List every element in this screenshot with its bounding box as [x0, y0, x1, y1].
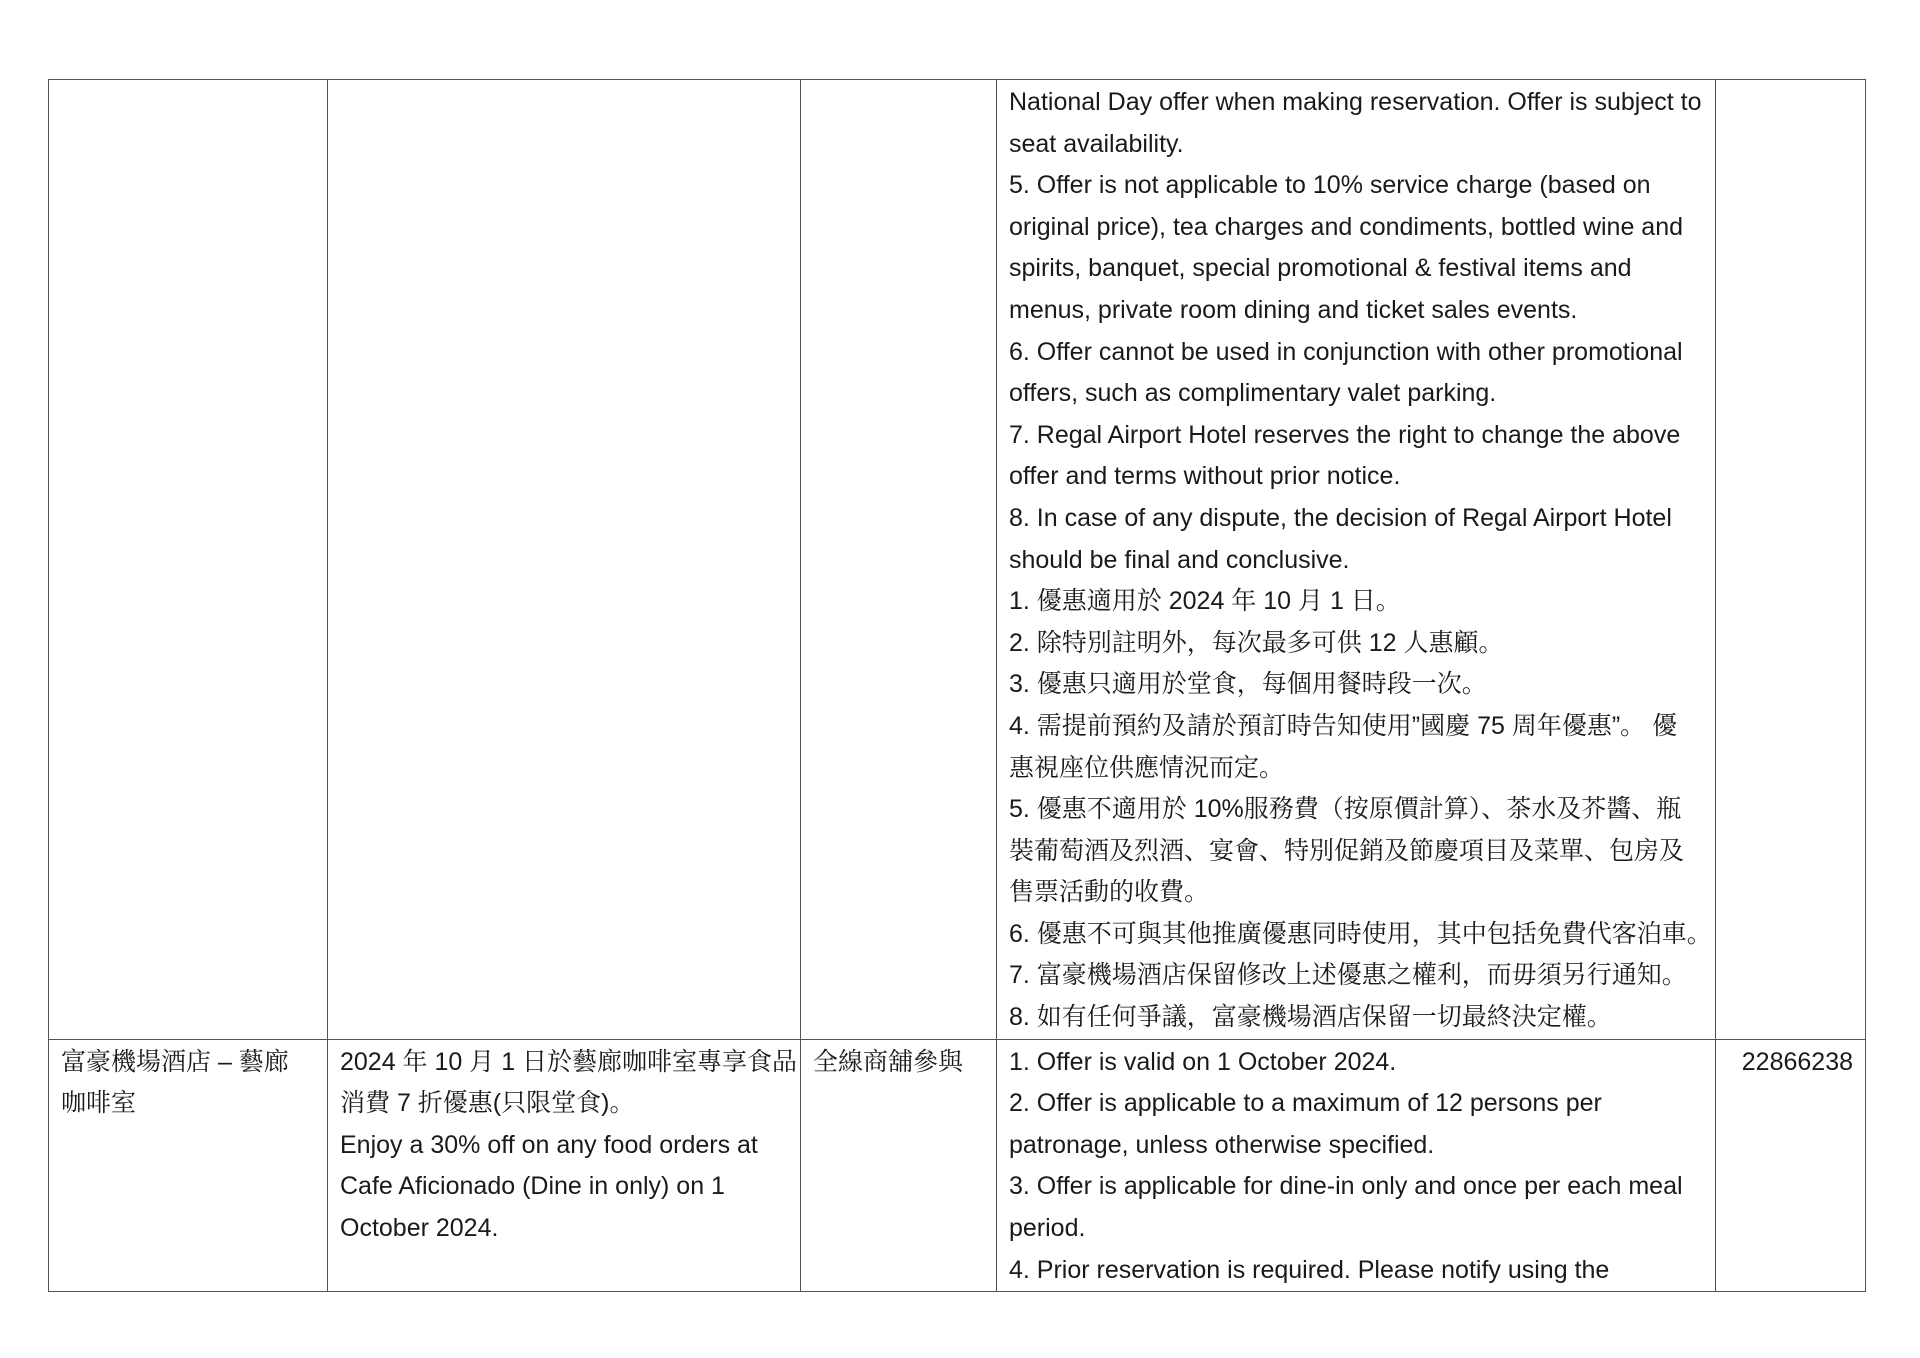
terms-line: period. [1009, 1214, 1086, 1243]
offers-table [48, 79, 1866, 1292]
terms-line: 3. 優惠只適用於堂食，每個用餐時段一次。 [1009, 670, 1487, 699]
terms-line: National Day offer when making reservation. Offer is subject to [1009, 88, 1702, 116]
offer-line: Enjoy a 30% off on any food orders at [340, 1130, 758, 1159]
merchant-cell [49, 80, 328, 1040]
table-row [49, 1039, 1866, 1292]
terms-line: 4. 需提前預約及請於預訂時告知使用”國慶 75 周年優惠”。 優 [1009, 711, 1678, 740]
outlets-text: 全線商舖參與 [813, 1047, 964, 1076]
terms-line: 1. 優惠適用於 2024 年 10 月 1 日。 [1009, 587, 1401, 616]
offer-cell [328, 1039, 801, 1292]
offer-line: 2024 年 10 月 1 日於藝廊咖啡室專享食品 [340, 1047, 798, 1076]
phone-cell [1716, 80, 1866, 1040]
terms-line: offer and terms without prior notice. [1009, 462, 1401, 491]
terms-line: offers, such as complimentary valet parking. [1009, 379, 1497, 408]
merchant-name-line: 富豪機場酒店 – 藝廊 [61, 1047, 289, 1076]
terms-line: 1. Offer is valid on 1 October 2024. [1009, 1047, 1397, 1076]
outlets-cell [801, 1039, 997, 1292]
terms-line: should be final and conclusive. [1009, 545, 1350, 574]
offer-line: October 2024. [340, 1214, 499, 1243]
terms-line: 2. 除特別註明外，每次最多可供 12 人惠顧。 [1009, 628, 1504, 657]
terms-line: 惠視座位供應情況而定。 [1009, 753, 1285, 782]
terms-line: 裝葡萄酒及烈酒、宴會、特別促銷及節慶項目及菜單、包房及 [1009, 836, 1685, 865]
terms-line: menus, private room dining and ticket sales events. [1009, 295, 1578, 324]
offer-line: Cafe Aficionado (Dine in only) on 1 [340, 1172, 725, 1201]
terms-cell [997, 1039, 1716, 1292]
table-row [49, 80, 1866, 1040]
terms-line: 3. Offer is applicable for dine-in only and once per each meal [1009, 1172, 1683, 1201]
terms-line: 7. 富豪機場酒店保留修改上述優惠之權利，而毋須另行通知。 [1009, 961, 1687, 990]
offer-line: 消費 7 折優惠(只限堂食)。 [340, 1089, 635, 1118]
terms-line: 5. 優惠不適用於 10%服務費（按原價計算）、茶水及芥醬、瓶 [1009, 795, 1682, 824]
terms-line: 售票活動的收費。 [1009, 878, 1210, 907]
terms-line: 2. Offer is applicable to a maximum of 12 persons per [1009, 1089, 1602, 1118]
terms-line: spirits, banquet, special promotional & festival items and [1009, 254, 1632, 283]
offer-cell [328, 80, 801, 1040]
phone-cell [1716, 1039, 1866, 1292]
terms-line: patronage, unless otherwise specified. [1009, 1130, 1435, 1159]
phone-number: 22866238 [1741, 1047, 1853, 1076]
terms-cell [997, 80, 1716, 1040]
terms-line: 6. 優惠不可與其他推廣優惠同時使用，其中包括免費代客泊車。 [1009, 919, 1712, 948]
terms-line: 8. 如有任何爭議，富豪機場酒店保留一切最終決定權。 [1009, 1003, 1612, 1032]
terms-line: 4. Prior reservation is required. Please notify using the [1009, 1255, 1610, 1284]
terms-line: 6. Offer cannot be used in conjunction with other promotional [1009, 337, 1683, 366]
terms-line: seat availability. [1009, 129, 1184, 158]
terms-line: original price), tea charges and condiments, bottled wine and [1009, 212, 1684, 241]
terms-line: 8. In case of any dispute, the decision of Regal Airport Hotel [1009, 503, 1672, 532]
terms-line: 7. Regal Airport Hotel reserves the right to change the above [1009, 420, 1681, 449]
terms-line: 5. Offer is not applicable to 10% service charge (based on [1009, 171, 1651, 200]
merchant-cell [49, 1039, 328, 1292]
merchant-name-line: 咖啡室 [61, 1089, 137, 1118]
outlets-cell [801, 80, 997, 1040]
